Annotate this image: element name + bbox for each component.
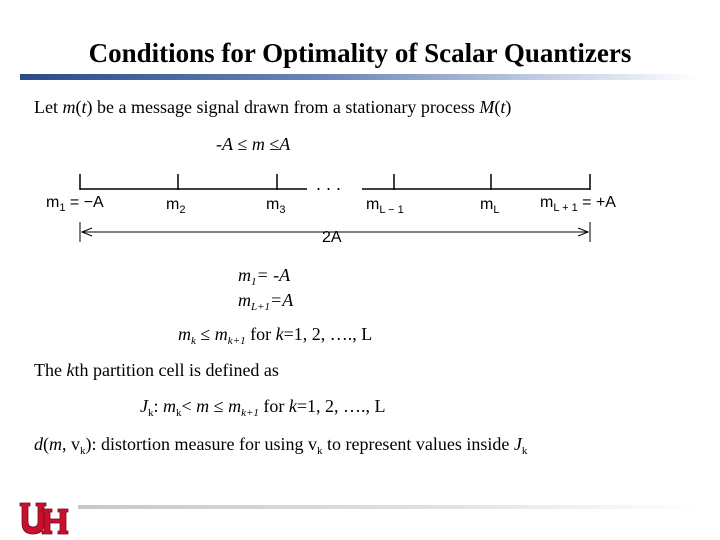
slide-title: Conditions for Optimality of Scalar Quantizers <box>88 38 632 68</box>
range-inequality: -A ≤ m ≤A <box>216 134 291 154</box>
distortion-definition: d(m, $v_k$): distortion measure for using $v_k$ to represent values inside $J_k$ <box>34 434 528 457</box>
label-m3: $m_3$ <box>266 196 286 216</box>
span-label: 2A <box>322 229 342 246</box>
cell-definition: $J_k$: $m_k< m \le m_{k+1}$ for k=1, 2, …., L <box>140 396 386 419</box>
label-mL+1: $m_{L + 1} = +A$ <box>540 194 616 214</box>
eq-ordering: $m_k \le m_{k+1}$ for k=1, 2, …., L <box>178 324 373 347</box>
label-m2: $m_2$ <box>166 196 186 216</box>
label-mL: $m_L$ <box>480 196 500 216</box>
footer-rule <box>78 505 700 509</box>
label-m1: $m_1 = -A$ <box>46 194 104 214</box>
partition-definition: The kth partition cell is defined as <box>34 360 279 380</box>
diagram-ellipsis: . . . <box>316 174 342 194</box>
intro-line: Let m(t) be a message signal drawn from a stationary process M(t) <box>34 97 512 117</box>
partition-diagram <box>0 0 720 260</box>
label-mL-1: $m_{L - 1}$ <box>366 196 404 216</box>
uh-logo-icon <box>18 500 74 538</box>
eq-m1: $m_1= -A$ <box>238 265 291 288</box>
eq-mL+1: $m_{L+1}=A$ <box>238 290 294 313</box>
